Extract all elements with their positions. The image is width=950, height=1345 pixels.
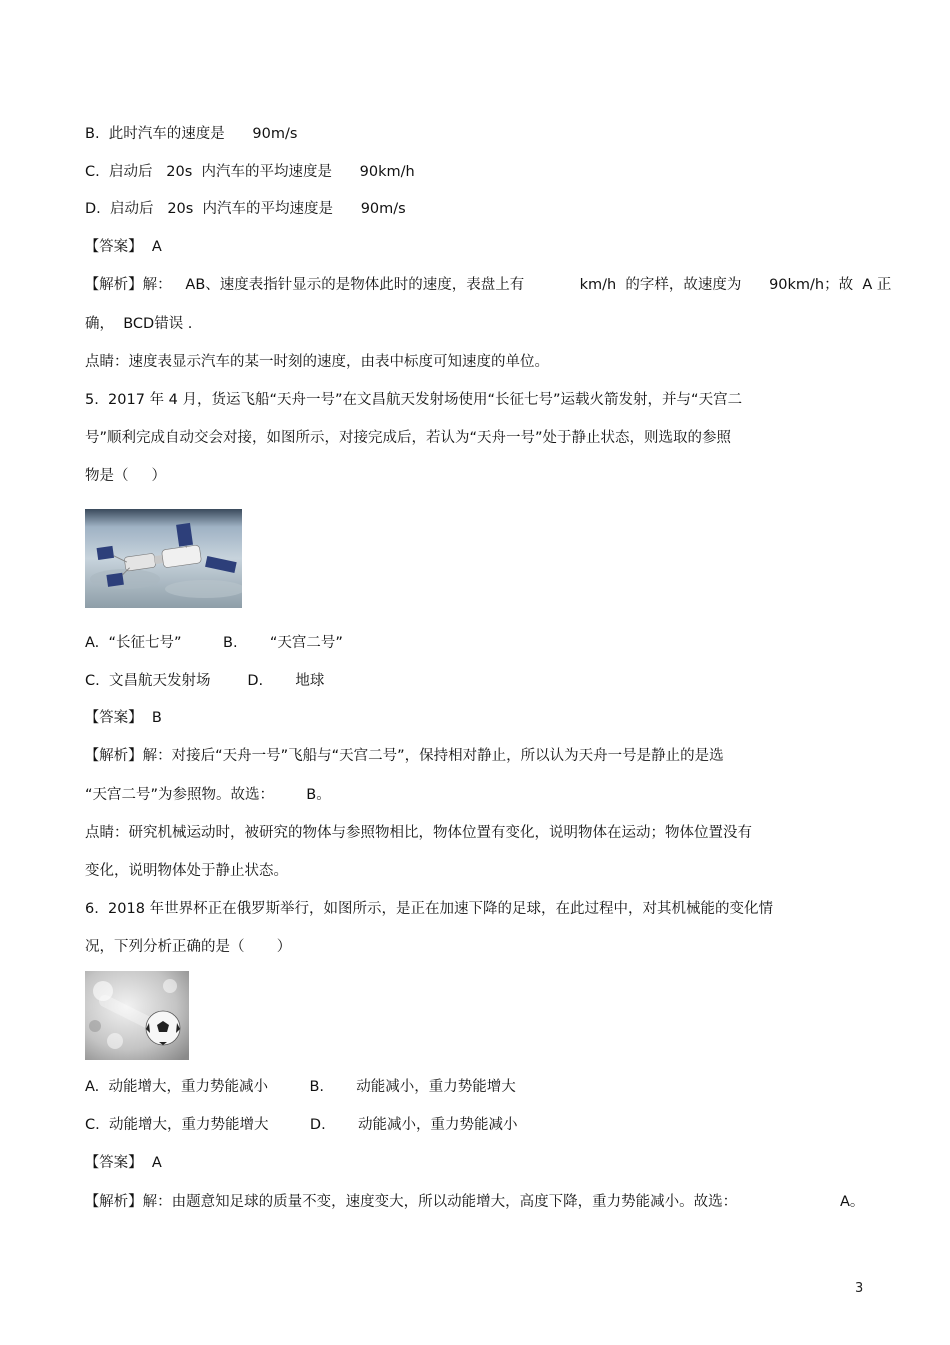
q5-comment-line1: 点睛：研究机械运动时，被研究的物体与参照物相比，物体位置有变化，说明物体在运动；物体位置没有 — [85, 825, 752, 841]
q4-analysis-line2: 确， BCD错误 . — [85, 316, 193, 332]
q5-analysis-line2: “天宫二号”为参照物。故选： B。 — [85, 787, 331, 803]
q5-options-cd: C. 文昌航天发射场 D. 地球 — [85, 673, 325, 689]
q5-analysis-line1: 【解析】解：对接后“天舟一号”飞船与“天宫二号”，保持相对静止，所以认为天舟一号是静止的是选 — [80, 748, 724, 764]
q5-comment-line2: 变化，说明物体处于静止状态。 — [85, 863, 288, 879]
q6-options-ab: A. 动能增大，重力势能减小 B. 动能减小，重力势能增大 — [85, 1079, 516, 1095]
q4-option-d: D. 启动后 20s 内汽车的平均速度是 90m/s — [85, 201, 406, 217]
q6-stem-line2: 况，下列分析正确的是（ ） — [85, 939, 292, 955]
q4-option-c: C. 启动后 20s 内汽车的平均速度是 90km/h — [85, 164, 415, 180]
football-image — [85, 971, 189, 1060]
q6-analysis-answer: A。 — [840, 1194, 865, 1210]
q5-stem-line2: 号”顺利完成自动交会对接，如图所示，对接完成后，若认为“天舟一号”处于静止状态，则选取的参照 — [85, 430, 732, 446]
q5-options-ab: A. “长征七号” B. “天宫二号” — [85, 635, 343, 651]
q5-stem-line3: 物是（ ） — [85, 468, 167, 484]
q4-comment: 点睛：速度表显示汽车的某一时刻的速度，由表中标度可知速度的单位。 — [85, 354, 549, 370]
q5-stem-line1: 5. 2017 年 4 月，货运飞船“天舟一号”在文昌航天发射场使用“长征七号”运载火箭发射，并与“天宫二 — [85, 392, 743, 408]
q6-options-cd: C. 动能增大，重力势能增大 D. 动能减小，重力势能减小 — [85, 1117, 518, 1133]
q4-option-b: B. 此时汽车的速度是 90m/s — [85, 126, 298, 142]
q4-analysis-line1: 【解析】解： AB、速度表指针显示的是物体此时的速度，表盘上有 km/h 的字样，故速度为 90km/h；故 A 正 — [80, 277, 892, 293]
q4-answer: 【答案】 A — [80, 239, 162, 255]
q6-stem-line1: 6. 2018 年世界杯正在俄罗斯举行，如图所示，是正在加速下降的足球，在此过程中，对其机械能的变化情 — [85, 901, 774, 917]
space-station-docking-image — [85, 509, 242, 608]
q6-analysis: 【解析】解：由题意知足球的质量不变，速度变大，所以动能增大，高度下降，重力势能减小。故选： — [80, 1194, 738, 1210]
q6-answer: 【答案】 A — [80, 1155, 162, 1171]
page-number: 3 — [855, 1281, 864, 1296]
q5-answer: 【答案】 B — [80, 710, 162, 726]
